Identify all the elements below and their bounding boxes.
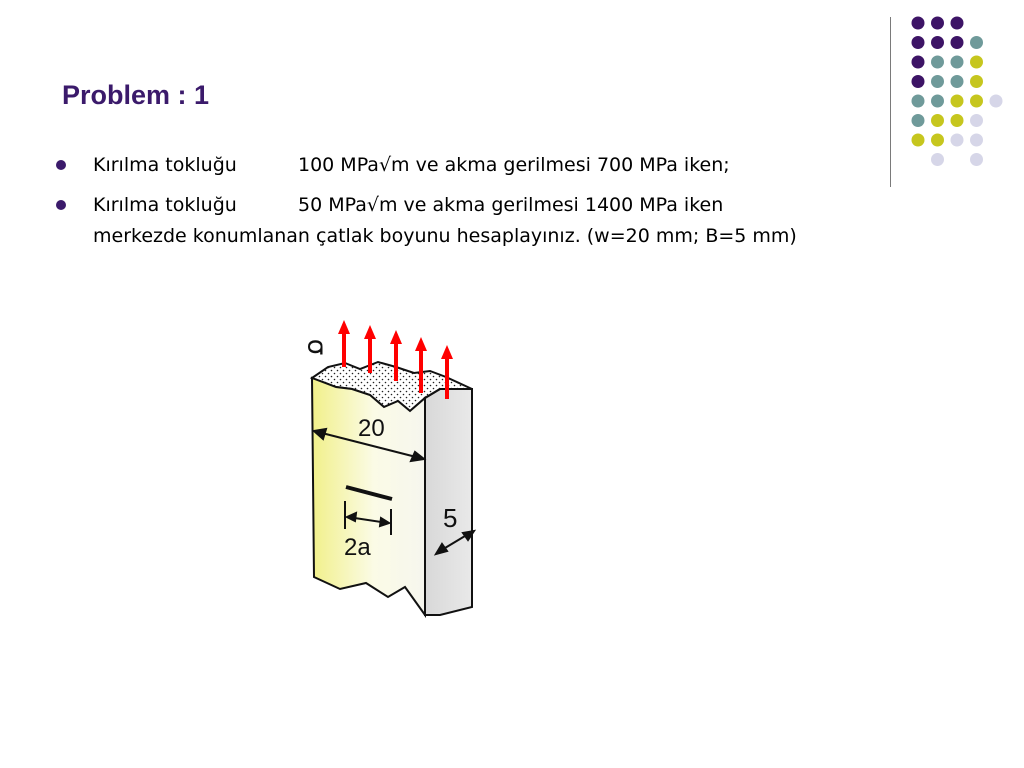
width-label: 20 [358,415,385,442]
plate-side-face [425,389,472,615]
decorative-dot [931,95,944,108]
decorative-dot [912,17,925,30]
decorative-dot [970,153,983,166]
decorative-dot [912,95,925,108]
bullet-2-term: Kırılma tokluğu [93,194,237,216]
bullet-dot-icon [56,200,66,210]
decorative-dot [931,114,944,127]
thickness-label: 5 [443,503,458,533]
decorative-dot [951,114,964,127]
decorative-dot [931,17,944,30]
decorative-dot [970,95,983,108]
decorative-dot [951,36,964,49]
decorative-dot [951,56,964,69]
decorative-dot [931,56,944,69]
decorative-dot [951,95,964,108]
plate-front-face [312,378,425,615]
decorative-dot [931,153,944,166]
header-divider-line [890,17,891,187]
stress-label: σ [301,338,332,356]
bullet-2-condition: 50 MPa√m ve akma gerilmesi 1400 MPa iken [298,194,724,216]
problem-bullets [56,150,896,261]
stress-arrow-head-icon [441,345,453,359]
decorative-dot [912,114,925,127]
stress-arrow-head-icon [390,330,402,344]
decorative-dot [912,56,925,69]
bullet-1-term: Kırılma tokluğu [93,154,237,176]
decorative-dot [912,75,925,88]
crack-length-label: 2a [344,534,371,561]
decorative-dot [990,95,1003,108]
decorative-dot [931,75,944,88]
decorative-dot [931,134,944,147]
decorative-dot [951,75,964,88]
stress-arrow-head-icon [338,320,350,334]
bullet-1-condition: 100 MPa√m ve akma gerilmesi 700 MPa iken; [298,154,730,176]
bullet-2-continuation: merkezde konumlanan çatlak boyunu hesaplayınız. (w=20 mm; B=5 mm) [93,225,797,247]
decorative-dot [912,36,925,49]
cracked-plate-figure [300,315,490,625]
stress-arrow-head-icon [364,325,376,339]
bullet-item-2 [56,190,896,252]
decorative-dot [970,36,983,49]
decorative-dot [970,114,983,127]
stress-arrow-head-icon [415,337,427,351]
slide-title: Problem : 1 [62,80,210,110]
bullet-item-1 [56,150,896,181]
decorative-dot [970,56,983,69]
decorative-dot [951,134,964,147]
bullet-dot-icon [56,160,66,170]
decorative-dot [931,36,944,49]
decorative-dot [951,17,964,30]
decorative-dot [912,134,925,147]
decorative-dot [970,134,983,147]
decorative-dot [970,75,983,88]
